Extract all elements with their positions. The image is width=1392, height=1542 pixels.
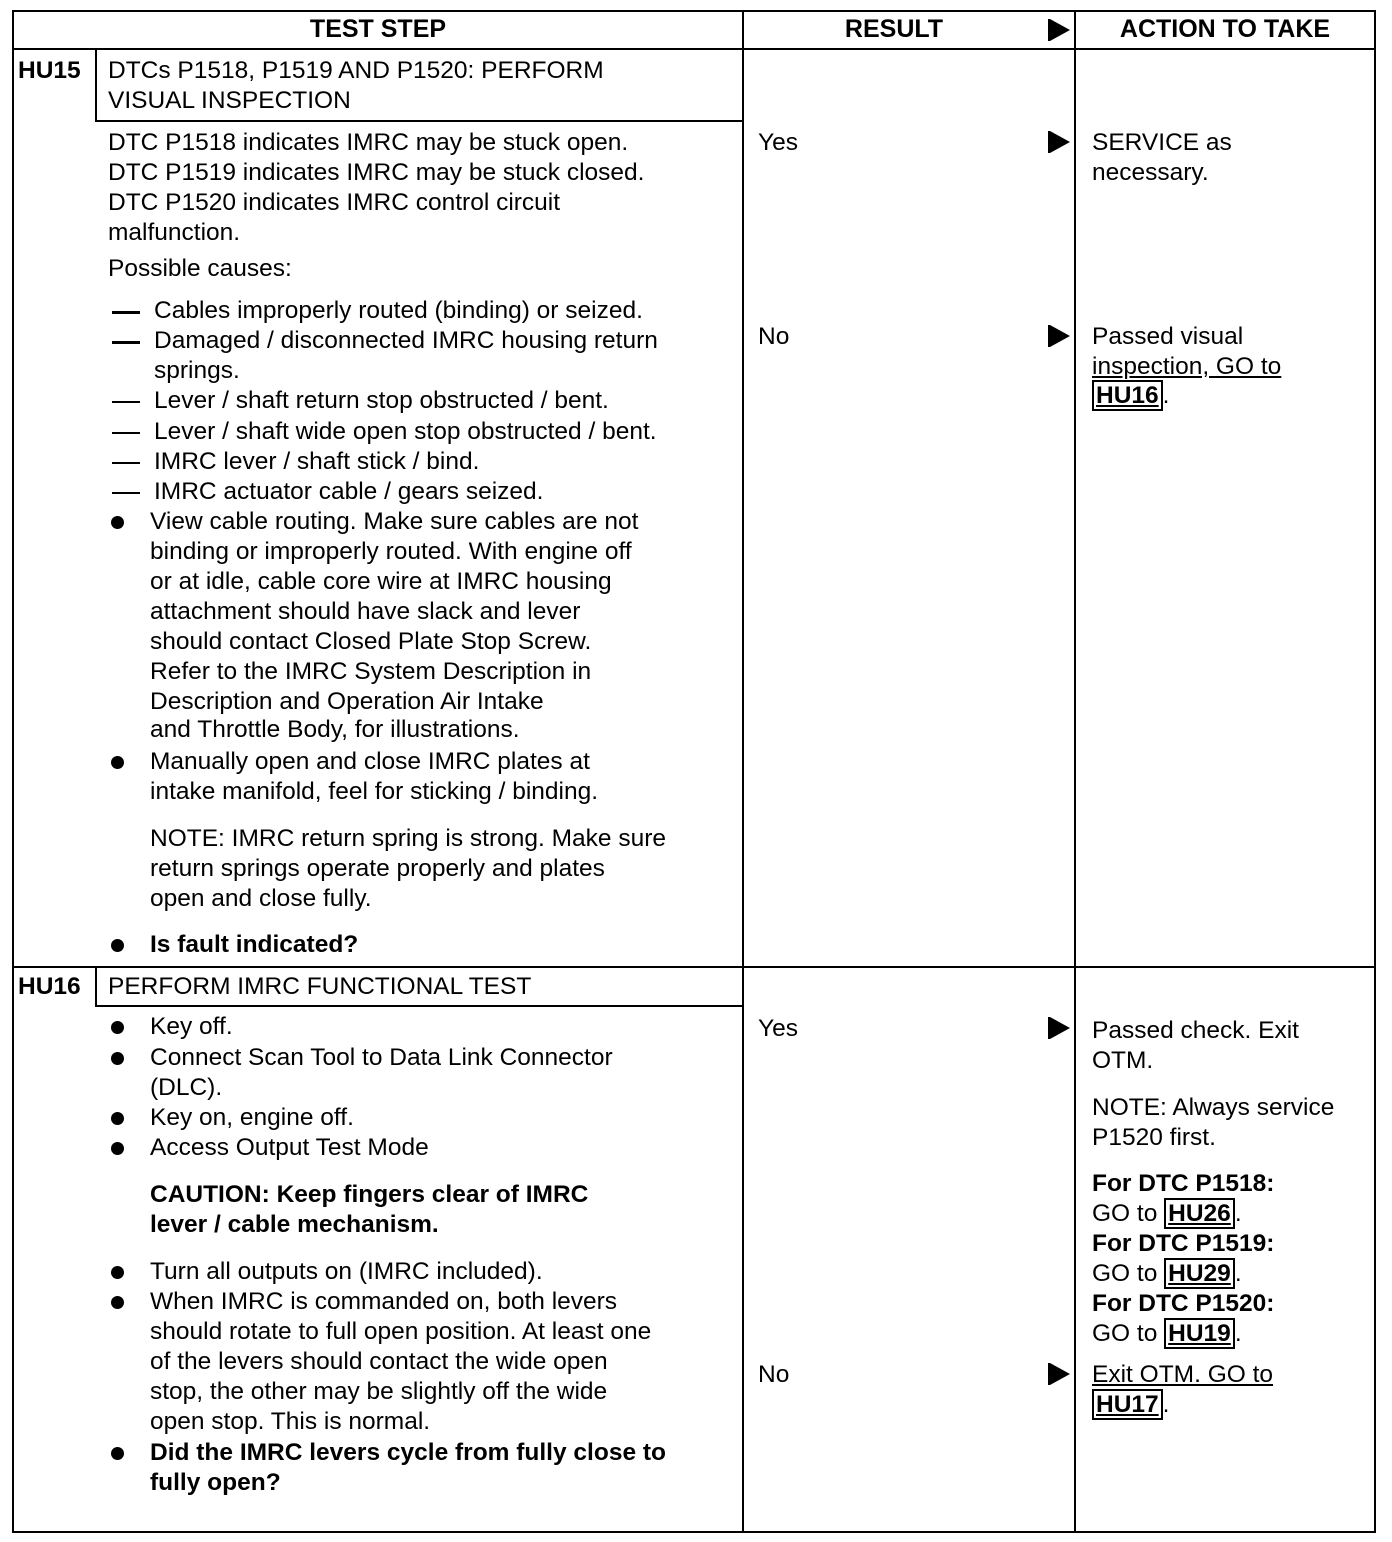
header-test-step: TEST STEP (309, 15, 447, 43)
dash-icon (112, 311, 140, 314)
goto-hu19-link[interactable]: HU19 (1164, 1318, 1235, 1349)
hu15-bullet1-line: and Throttle Body, for illustrations. (150, 716, 520, 743)
hu15-intro-line: DTC P1518 indicates IMRC may be stuck open. (108, 129, 629, 156)
result-arrow-icon (1050, 1017, 1070, 1039)
go-to-label: GO to (1092, 1200, 1158, 1227)
table-left-border (12, 10, 14, 1533)
hu16-action-no-text: Exit OTM. GO to (1092, 1361, 1274, 1388)
hu15-note-line: open and close fully. (150, 885, 372, 912)
hu16-bullet: Turn all outputs on (IMRC included). (150, 1258, 543, 1285)
hu15-bottom-border (12, 966, 1376, 968)
cause-item: IMRC lever / shaft stick / bind. (154, 448, 480, 475)
hu16-action-yes-line: OTM. (1092, 1047, 1154, 1074)
table-bottom-border (12, 1531, 1376, 1533)
hu15-result-no: No (758, 323, 790, 350)
bullet-icon (111, 1052, 124, 1065)
goto-line: GO to HU19 . (1092, 1320, 1242, 1347)
table-top-border (12, 10, 1376, 12)
hu16-action-no-line1 (1092, 1360, 1273, 1390)
hu16-bullet: Connect Scan Tool to Data Link Connector (150, 1044, 613, 1071)
cause-item: Cables improperly routed (binding) or seized. (154, 297, 643, 324)
hu15-bullet2-line: Manually open and close IMRC plates at (150, 748, 590, 775)
hu15-step-id: HU15 (18, 57, 81, 84)
hu15-bullet1-line: Description and Operation Air Intake (150, 688, 544, 715)
bullet-icon (111, 939, 124, 952)
hu16-bullet-continued: should rotate to full open position. At least one (150, 1318, 652, 1345)
hu15-bullet1-line: should contact Closed Plate Stop Screw. (150, 628, 592, 655)
hu15-bullet2-line: intake manifold, feel for sticking / binding. (150, 778, 599, 805)
dash-icon (112, 341, 140, 344)
hu16-title-underline (96, 1005, 742, 1007)
hu16-bullet-continued: of the levers should contact the wide open (150, 1348, 608, 1375)
hu15-action-no-line1: Passed visual (1092, 323, 1244, 350)
hu16-id-divider (95, 966, 97, 1007)
result-arrow-icon (1050, 1363, 1070, 1385)
hu16-question-line: fully open? (150, 1469, 281, 1496)
hu15-intro-line: DTC P1520 indicates IMRC control circuit (108, 189, 561, 216)
result-column-divider (742, 10, 744, 1533)
hu16-bullet-continued: open stop. This is normal. (150, 1408, 431, 1435)
dash-icon (112, 462, 140, 464)
goto-line: GO to HU29 . (1092, 1260, 1242, 1287)
hu16-caution-line: lever / cable mechanism. (150, 1211, 439, 1238)
hu16-note-line: P1520 first. (1092, 1124, 1216, 1151)
bullet-icon (111, 516, 124, 529)
hu15-bullet1-line: Refer to the IMRC System Description in (150, 658, 592, 685)
goto-hu29-link[interactable]: HU29 (1164, 1258, 1235, 1289)
bullet-icon (111, 1021, 124, 1034)
hu15-bullet1-line: or at idle, cable core wire at IMRC housing (150, 568, 612, 595)
goto-hu26-link[interactable]: HU26 (1164, 1198, 1235, 1229)
hu16-bullet-continued: (DLC). (150, 1074, 223, 1101)
goto-hu17-link[interactable]: HU17 (1092, 1389, 1163, 1420)
hu15-bullet1-line: binding or improperly routed. With engine off (150, 538, 632, 565)
table-right-border (1374, 10, 1376, 1533)
goto-line: GO to HU26 . (1092, 1200, 1242, 1227)
hu16-note-line: NOTE: Always service (1092, 1094, 1335, 1121)
header-result: RESULT (844, 15, 944, 43)
hu16-bullet: Access Output Test Mode (150, 1134, 429, 1161)
result-arrow-icon (1050, 131, 1070, 153)
action-column-divider (1074, 10, 1076, 1533)
hu16-bullet: When IMRC is commanded on, both levers (150, 1288, 618, 1315)
hu16-title: PERFORM IMRC FUNCTIONAL TEST (108, 973, 532, 1000)
go-to-label: GO to (1092, 1260, 1158, 1287)
hu15-title-line1: DTCs P1518, P1519 AND P1520: PERFORM (108, 57, 604, 84)
hu16-action-yes-line: Passed check. Exit (1092, 1017, 1299, 1044)
hu15-intro-line: DTC P1519 indicates IMRC may be stuck closed. (108, 159, 645, 186)
hu15-action-no-line2 (1092, 352, 1281, 382)
hu15-action-no-ref-line: HU16 . (1092, 381, 1169, 411)
hu16-action-no-ref-line: HU17 . (1092, 1390, 1169, 1420)
hu15-bullet1-line: View cable routing. Make sure cables are not (150, 508, 639, 535)
for-dtc-p1520: For DTC P1520: (1092, 1290, 1275, 1317)
result-arrow-icon (1050, 325, 1070, 347)
for-dtc-p1518: For DTC P1518: (1092, 1170, 1275, 1197)
bullet-icon (111, 1266, 124, 1279)
hu15-note-line: NOTE: IMRC return spring is strong. Make sure (150, 825, 667, 852)
hu16-bullet: Key off. (150, 1013, 233, 1040)
go-to-label: GO to (1092, 1320, 1158, 1347)
header-action: ACTION TO TAKE (1119, 15, 1331, 43)
hu15-question: Is fault indicated? (150, 931, 359, 958)
hu16-result-yes: Yes (758, 1015, 798, 1042)
hu15-result-yes: Yes (758, 129, 798, 156)
cause-item: Lever / shaft return stop obstructed / bent. (154, 387, 609, 414)
hu16-caution-line: CAUTION: Keep fingers clear of IMRC (150, 1181, 589, 1208)
hu15-action-no-text: inspection, GO to (1092, 353, 1282, 380)
dash-icon (112, 432, 140, 434)
header-arrow-icon (1050, 19, 1070, 41)
hu16-bullet: Key on, engine off. (150, 1104, 354, 1131)
hu15-title-line2: VISUAL INSPECTION (108, 87, 351, 114)
for-dtc-p1519: For DTC P1519: (1092, 1230, 1275, 1257)
bullet-icon (111, 1296, 124, 1309)
cause-item: IMRC actuator cable / gears seized. (154, 478, 544, 505)
hu15-title-underline (96, 120, 742, 122)
hu15-bullet1-line: attachment should have slack and lever (150, 598, 581, 625)
hu16-bullet-continued: stop, the other may be slightly off the wide (150, 1378, 608, 1405)
hu15-id-divider (95, 48, 97, 122)
dash-icon (112, 401, 140, 403)
dash-icon (112, 492, 140, 494)
bullet-icon (111, 756, 124, 769)
goto-hu16-link[interactable]: HU16 (1092, 380, 1163, 411)
header-bottom-border (12, 48, 1376, 50)
hu16-result-no: No (758, 1361, 790, 1388)
hu15-note-line: return springs operate properly and plates (150, 855, 605, 882)
hu16-question-line: Did the IMRC levers cycle from fully close to (150, 1439, 667, 1466)
hu16-step-id: HU16 (18, 973, 81, 1000)
cause-item: Damaged / disconnected IMRC housing return (154, 327, 658, 354)
cause-item-continued: springs. (154, 357, 240, 384)
bullet-icon (111, 1112, 124, 1125)
hu15-intro-line: malfunction. (108, 219, 241, 246)
cause-item: Lever / shaft wide open stop obstructed / bent. (154, 418, 657, 445)
hu15-action-yes-line: necessary. (1092, 159, 1209, 186)
bullet-icon (111, 1447, 124, 1460)
possible-causes-label: Possible causes: (108, 255, 292, 282)
bullet-icon (111, 1142, 124, 1155)
hu15-action-yes-line: SERVICE as (1092, 129, 1232, 156)
